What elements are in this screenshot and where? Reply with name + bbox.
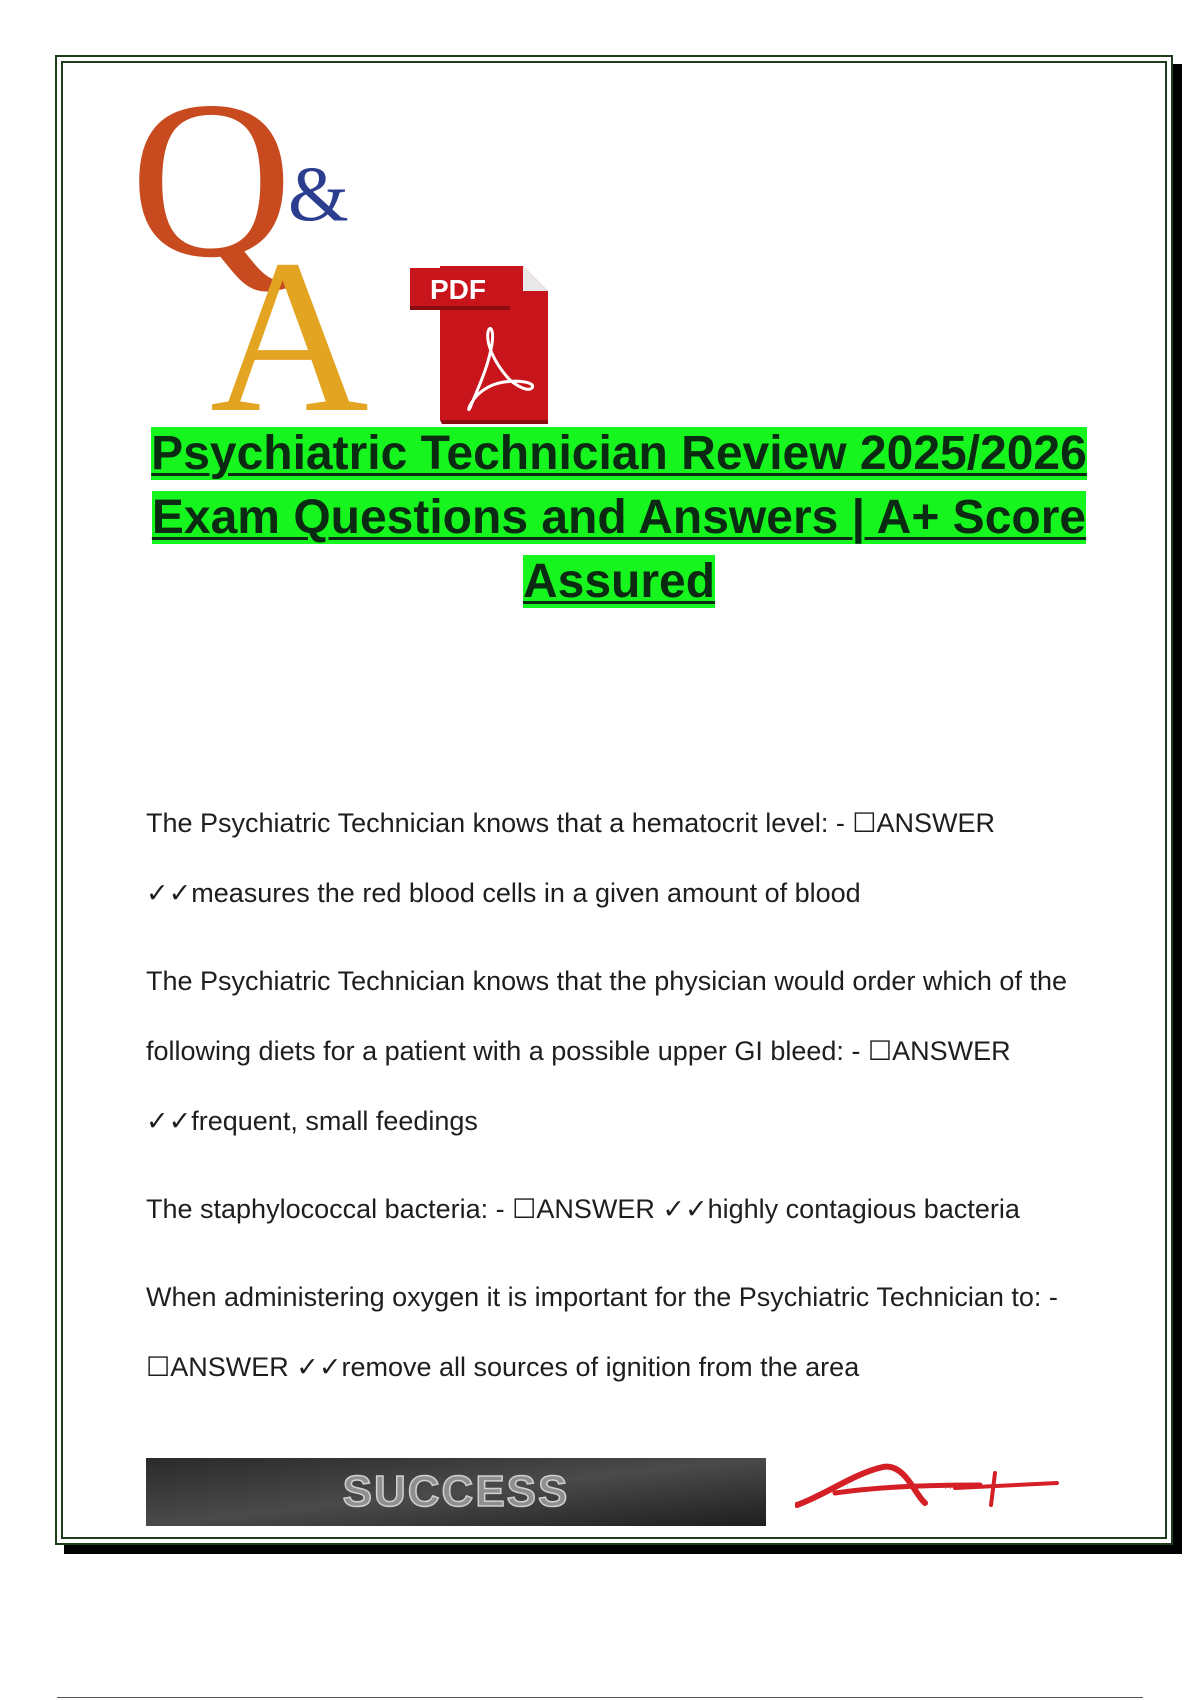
qa-item: The staphylococcal bacteria: - ☐ANSWER ✓✓highly contagious bacteria xyxy=(146,1194,1020,1224)
pdf-file-icon xyxy=(408,258,553,426)
pdf-label: PDF xyxy=(430,274,486,305)
qa-item: The Psychiatric Technician knows that a hematocrit level: - ☐ANSWER ✓✓measures the red blood cells in a given amount of blood xyxy=(146,808,996,908)
logo-ampersand: & xyxy=(288,150,349,237)
success-text: SUCCESS xyxy=(342,1467,570,1516)
page-bottom-divider xyxy=(57,1697,1143,1698)
qa-item: When administering oxygen it is important for the Psychiatric Technician to: - ☐ANSWER ✓✓remove all sources of ignition from the area xyxy=(146,1282,1058,1382)
document-title xyxy=(140,422,1098,614)
success-banner-image xyxy=(146,1458,766,1526)
qa-list xyxy=(146,788,1106,1420)
a-plus-grade-image xyxy=(795,1455,1060,1525)
qa-item: The Psychiatric Technician knows that the physician would order which of the following diets for a patient with a possible upper GI bleed: - ☐ANSWER ✓✓frequent, small feedings xyxy=(146,966,1067,1136)
grade-text: A+ xyxy=(945,1481,957,1491)
qa-logo xyxy=(130,70,390,420)
logo-a-letter: A xyxy=(210,214,369,420)
document-title-text: Psychiatric Technician Review 2025/2026 Exam Questions and Answers | A+ Score Assured xyxy=(151,427,1087,608)
logo-q-letter: Q xyxy=(130,70,293,304)
